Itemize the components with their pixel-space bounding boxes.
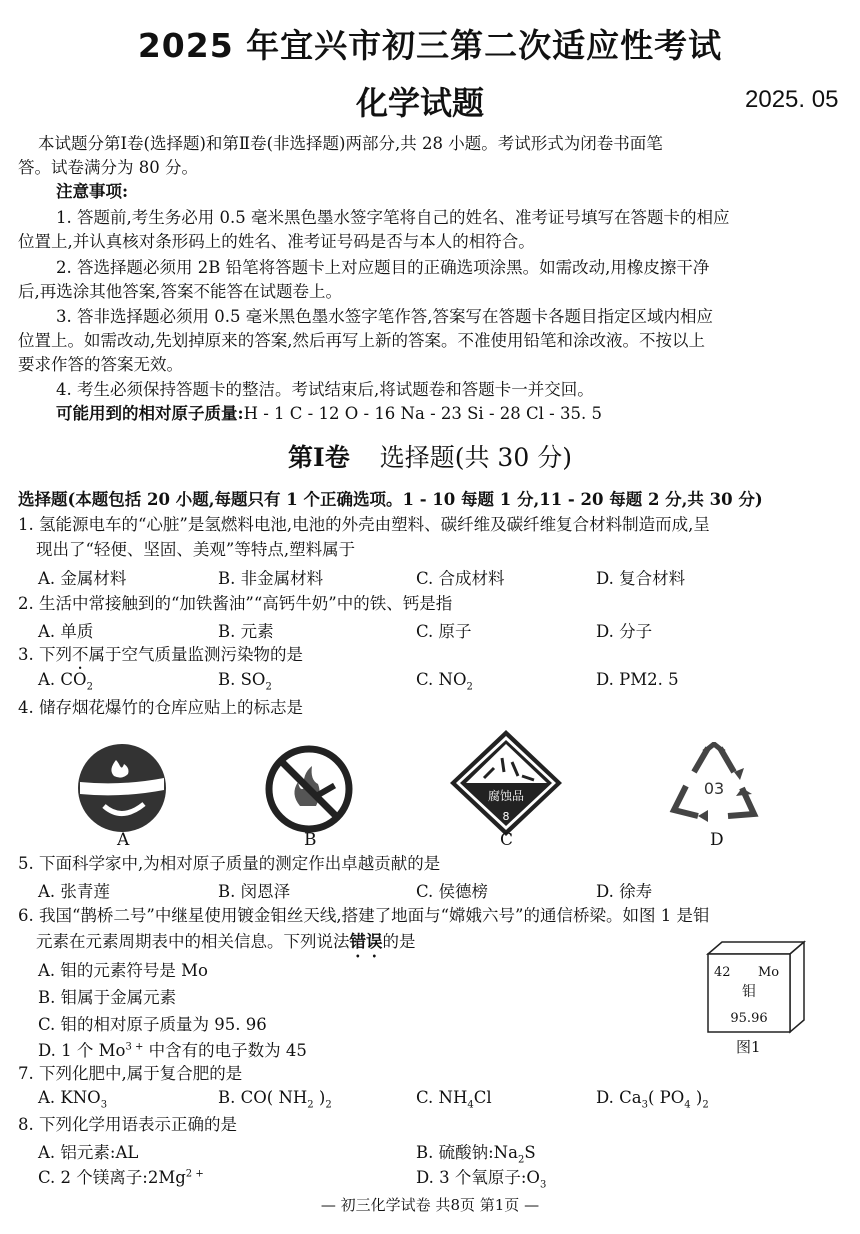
q3-option-a <box>38 670 93 692</box>
q6-stem-1: 6. 我国“鹊桥二号”中继星使用镀金钼丝天线,搭建了地面与“嫦娥六号”的通信桥梁。如图 1 是钼 <box>18 906 710 925</box>
notice-1a: 1. 答题前,考生务必用 0.5 毫米黑色墨水签字笔将自己的姓名、准考证号填写在答题卡的相应 <box>56 208 730 227</box>
q7-a-sub: 3 <box>100 1099 108 1111</box>
q3-option-c <box>416 670 473 692</box>
q7-d-sub3: 2 <box>702 1099 709 1111</box>
atomic-mass-line <box>56 402 602 426</box>
q8-option-d <box>416 1164 546 1190</box>
q5-stem: 5. 下面科学家中,为相对原子质量的测定作出卓越贡献的是 <box>18 854 441 873</box>
q1-option-d: D. 复合材料 <box>596 569 686 588</box>
notice-3c: 要求作答的答案无效。 <box>18 355 183 374</box>
q7-option-b <box>218 1088 332 1110</box>
q4-label-d: D <box>710 830 724 850</box>
q3-stem-pre: 3. 下列 <box>18 645 72 664</box>
q1-option-a: A. 金属材料 <box>38 569 127 588</box>
q6-stem-2-pre: 元素在元素周期表中的相关信息。下列说法 <box>36 932 350 951</box>
q3-b-text: B. SO <box>218 670 266 689</box>
choice-instructions: 选择题(本题包括 20 小题,每题只有 1 个正确选项。1 - 10 每题 1 分,11 - 20 每题 2 分,共 30 分) <box>18 490 763 509</box>
q1-option-c: C. 合成材料 <box>416 569 505 588</box>
notice-title: 注意事项: <box>56 182 129 201</box>
q3-option-b <box>218 670 272 692</box>
intro-line-2: 答。试卷满分为 80 分。 <box>18 158 198 177</box>
q2-option-a: A. 单质 <box>38 622 94 641</box>
recycle-sign <box>668 742 760 826</box>
q7-b-text: B. CO( NH <box>218 1088 308 1107</box>
intro-line-1: 本试题分第Ⅰ卷(选择题)和第Ⅱ卷(非选择题)两部分,共 28 小题。考试形式为闭卷书面笔 <box>38 134 663 153</box>
q8-d-sub: 3 <box>539 1179 547 1191</box>
q7-stem: 7. 下列化肥中,属于复合肥的是 <box>18 1064 243 1083</box>
q8-option-c <box>38 1164 204 1188</box>
q7-option-a <box>38 1088 107 1110</box>
q1-option-b: B. 非金属材料 <box>218 569 324 588</box>
recycle-number: 03 <box>703 779 725 798</box>
q4-label-a: A <box>117 830 130 850</box>
subject-title: 化学试题 <box>356 84 485 122</box>
page-footer: — 初三化学试卷 共8页 第1页 — <box>320 1196 540 1214</box>
q3-stem-emphasis: 不 <box>72 645 89 664</box>
q6-d-pre: D. 1 个 Mo <box>38 1041 126 1060</box>
q3-a-text: A. CO <box>38 670 87 689</box>
section-subtitle: 选择题(共 30 分) <box>379 443 572 472</box>
atomic-mass-values: H - 1 C - 12 O - 16 Na - 23 Si - 28 Cl - 35. 5 <box>243 404 602 423</box>
exam-date: 2025. 05 <box>745 86 839 113</box>
section-heading <box>0 438 860 474</box>
q5-option-a: A. 张青莲 <box>38 882 110 901</box>
no-fireworks-sign <box>264 744 354 834</box>
q7-a-text: A. KNO <box>38 1088 101 1107</box>
q3-stem <box>18 643 303 673</box>
q3-c-text: C. NO <box>416 670 467 689</box>
atomic-mass-label: 可能用到的相对原子质量: <box>56 404 244 423</box>
flammable-liquid-sign <box>76 742 168 834</box>
q7-d-mid2: ) <box>690 1088 703 1107</box>
notice-2b: 后,再选涂其他答案,答案不能答在试题卷上。 <box>18 282 342 301</box>
q7-option-c <box>416 1088 492 1110</box>
q8-stem: 8. 下列化学用语表示正确的是 <box>18 1115 237 1134</box>
q8-d-text: D. 3 个氧原子:O <box>416 1168 540 1187</box>
q8-b-text: B. 硫酸钠:Na <box>416 1143 518 1162</box>
section-title: 第Ⅰ卷 <box>288 443 350 472</box>
q6-option-a: A. 钼的元素符号是 Mo <box>38 961 208 980</box>
q6-option-b: B. 钼属于金属元素 <box>38 988 177 1007</box>
q2-option-d: D. 分子 <box>596 622 653 641</box>
q8-option-b <box>416 1139 536 1165</box>
q5-option-c: C. 侯德榜 <box>416 882 489 901</box>
q7-d-text: D. Ca <box>596 1088 642 1107</box>
element-number: 42 <box>714 965 731 980</box>
q7-b-sub2: 2 <box>325 1099 332 1111</box>
element-symbol: Mo <box>758 965 780 980</box>
q7-b-mid: ) <box>313 1088 326 1107</box>
q7-d-sub2: 4 <box>684 1099 691 1111</box>
q6-stem-2-post: 的是 <box>382 932 416 951</box>
notice-3a: 3. 答非选择题必须用 0.5 毫米黑色墨水签字笔作答,答案写在答题卡各题目指定区域内相应 <box>56 307 713 326</box>
q6-d-post: 中含有的电子数为 45 <box>143 1041 307 1060</box>
q7-b-sub: 2 <box>307 1099 314 1111</box>
q7-c-text: C. NH <box>416 1088 468 1107</box>
q7-d-mid: ( PO <box>647 1088 685 1107</box>
q3-c-sub: 2 <box>466 681 473 693</box>
corrosive-sign <box>446 728 566 838</box>
q7-option-d <box>596 1088 709 1110</box>
q8-c-sup: 2 + <box>185 1168 204 1180</box>
q6-option-d <box>38 1037 307 1061</box>
q2-stem: 2. 生活中常接触到的“加铁酱油”“高钙牛奶”中的铁、钙是指 <box>18 594 453 613</box>
q4-label-b: B <box>304 830 317 850</box>
q8-option-a: A. 铝元素:AL <box>38 1143 139 1162</box>
notice-4: 4. 考生必须保持答题卡的整洁。考试结束后,将试题卷和答题卡一并交回。 <box>56 380 594 399</box>
notice-2a: 2. 答选择题必须用 2B 铅笔将答题卡上对应题目的正确选项涂黑。如需改动,用橡皮擦干净 <box>56 258 710 277</box>
q7-c-sub: 4 <box>467 1099 474 1111</box>
q8-b-post: S <box>524 1143 536 1162</box>
notice-3b: 位置上。如需改动,先划掉原来的答案,然后再写上新的答案。不准使用铅笔和涂改液。不按以上 <box>18 331 705 350</box>
q7-d-sub: 3 <box>641 1099 648 1111</box>
q2-option-b: B. 元素 <box>218 622 274 641</box>
q6-stem-2-emphasis: 错误 <box>349 932 383 951</box>
element-name: 钼 <box>742 984 756 1000</box>
q2-option-c: C. 原子 <box>416 622 472 641</box>
q6-d-sup: 3 + <box>125 1041 144 1053</box>
q5-option-b: B. 闵恩泽 <box>218 882 291 901</box>
q3-b-sub: 2 <box>265 681 272 693</box>
exam-title: 2025 年宜兴市初三第二次适应性考试 <box>137 26 723 65</box>
q1-stem-2: 现出了“轻便、坚固、美观”等特点,塑料属于 <box>36 540 356 559</box>
element-mass: 95.96 <box>730 1011 768 1026</box>
notice-1b: 位置上,并认真核对条形码上的姓名、准考证号码是否与本人的相符合。 <box>18 232 535 251</box>
q4-stem: 4. 储存烟花爆竹的仓库应贴上的标志是 <box>18 698 303 717</box>
q6-option-c: C. 钼的相对原子质量为 95. 96 <box>38 1015 267 1034</box>
q8-c-text: C. 2 个镁离子:2Mg <box>38 1168 186 1187</box>
q3-option-d: D. PM2. 5 <box>596 670 679 689</box>
q4-label-c: C <box>500 830 514 850</box>
figure-1-label: 图1 <box>736 1038 761 1056</box>
element-card-figure <box>700 940 810 1036</box>
q3-a-sub: 2 <box>86 681 93 693</box>
corrosive-text: 腐蚀品 <box>487 789 525 803</box>
q1-stem-1: 1. 氢能源电车的“心脏”是氢燃料电池,电池的外壳由塑料、碳纤维及碳纤维复合材料制造而成,呈 <box>18 515 710 534</box>
q5-option-d: D. 徐寿 <box>596 882 653 901</box>
q8-b-sub: 2 <box>517 1154 525 1166</box>
q7-c-post: Cl <box>473 1088 492 1107</box>
q3-stem-post: 属于空气质量监测污染物的是 <box>88 645 303 664</box>
corrosive-number: 8 <box>502 810 510 823</box>
